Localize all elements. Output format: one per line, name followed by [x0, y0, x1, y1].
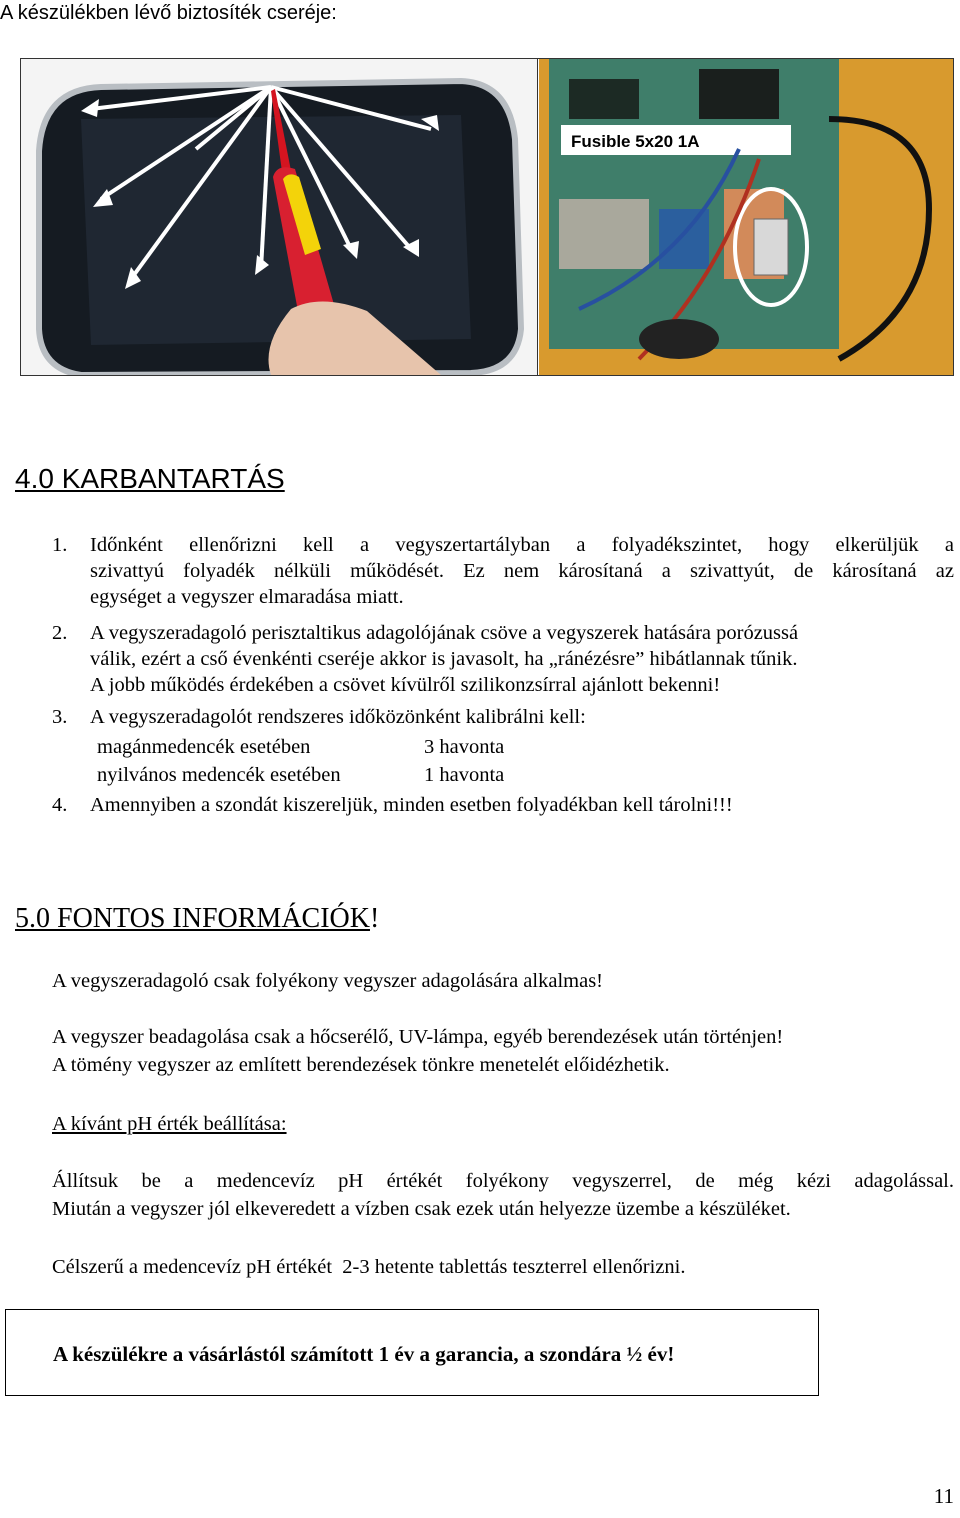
item2-line-1: A vegyszeradagoló perisztaltikus adagolójának csöve a vegyszerek hatására porózussá [90, 622, 799, 644]
section5-title-suffix: ! [369, 903, 380, 934]
list-number-2: 2. [52, 622, 68, 644]
item1-line-1: Időnként ellenőrizni kell a vegyszertartályban a folyadékszintet, hogy elkerüljük a [90, 534, 954, 556]
item1-line-3: egységet a vegyszer elmaradása miatt. [90, 586, 404, 608]
photo-remote-unit [21, 59, 538, 375]
ph-line-2: Miután a vegyszer jól elkeveredett a vízben csak ezek után helyezze üzembe a készüléket. [52, 1198, 791, 1220]
calib-label-private: magánmedencék esetében [97, 736, 311, 758]
info-paragraph-2-line-2: A tömény vegyszer az említett berendezések tönkre menetelét előidézhetik. [52, 1054, 670, 1076]
fuse-label: Fusible 5x20 1A [571, 132, 700, 151]
section5-title-wrap [15, 903, 379, 935]
list-number-4: 4. [52, 794, 68, 816]
section4-title: 4.0 KARBANTARTÁS [15, 463, 285, 494]
ph-check-line: Célszerű a medencevíz pH értékét 2-3 hetente tablettás teszterrel ellenőrizni. [52, 1256, 686, 1278]
item3-line: A vegyszeradagolót rendszeres időközönként kalibrálni kell: [90, 706, 586, 728]
page-number: 11 [933, 1484, 954, 1508]
section5-title: 5.0 FONTOS INFORMÁCIÓK [15, 903, 370, 934]
info-paragraph-1: A vegyszeradagoló csak folyékony vegyszer adagolására alkalmas! [52, 970, 603, 992]
photo-fuse-board-illustration [539, 59, 953, 375]
calib-label-public: nyilvános medencék esetében [97, 764, 341, 786]
calib-value-public: 1 havonta [424, 764, 505, 786]
photo-remote-unit-illustration [21, 59, 537, 375]
fuse-heading: A készülékben lévő biztosíték cseréje: [0, 2, 337, 24]
ph-heading: A kívánt pH érték beállítása: [52, 1113, 287, 1135]
photo-fuse-board [539, 59, 953, 375]
item4-line: Amennyiben a szondát kiszereljük, minden esetben folyadékban kell tárolni!!! [90, 794, 733, 816]
item2-line-3: A jobb működés érdekében a csövet kívülről szilikonzsírral ajánlott bekenni! [90, 674, 721, 696]
list-number-1: 1. [52, 534, 68, 556]
calib-value-private: 3 havonta [424, 736, 505, 758]
item2-line-2: válik, ezért a cső évenkénti cseréje akkor is javasolt, ha „ránézésre” hibátlannak tűnik. [90, 648, 798, 670]
info-paragraph-2-line-1: A vegyszer beadagolása csak a hőcserélő, UV-lámpa, egyéb berendezések után történjen! [52, 1026, 784, 1048]
item1-line-2: szivattyú folyadék nélküli működését. Ez nem károsítaná a szivattyút, de károsítaná az [90, 560, 954, 582]
list-number-3: 3. [52, 706, 68, 728]
guarantee-text: A készülékre a vásárlástól számított 1 év a garancia, a szondára ½ év! [53, 1342, 675, 1366]
ph-line-1: Állítsuk be a medencevíz pH értékét folyékony vegyszerrel, de még kézi adagolással. [52, 1170, 954, 1192]
guarantee-box [5, 1309, 819, 1396]
photo-frame [20, 58, 954, 376]
